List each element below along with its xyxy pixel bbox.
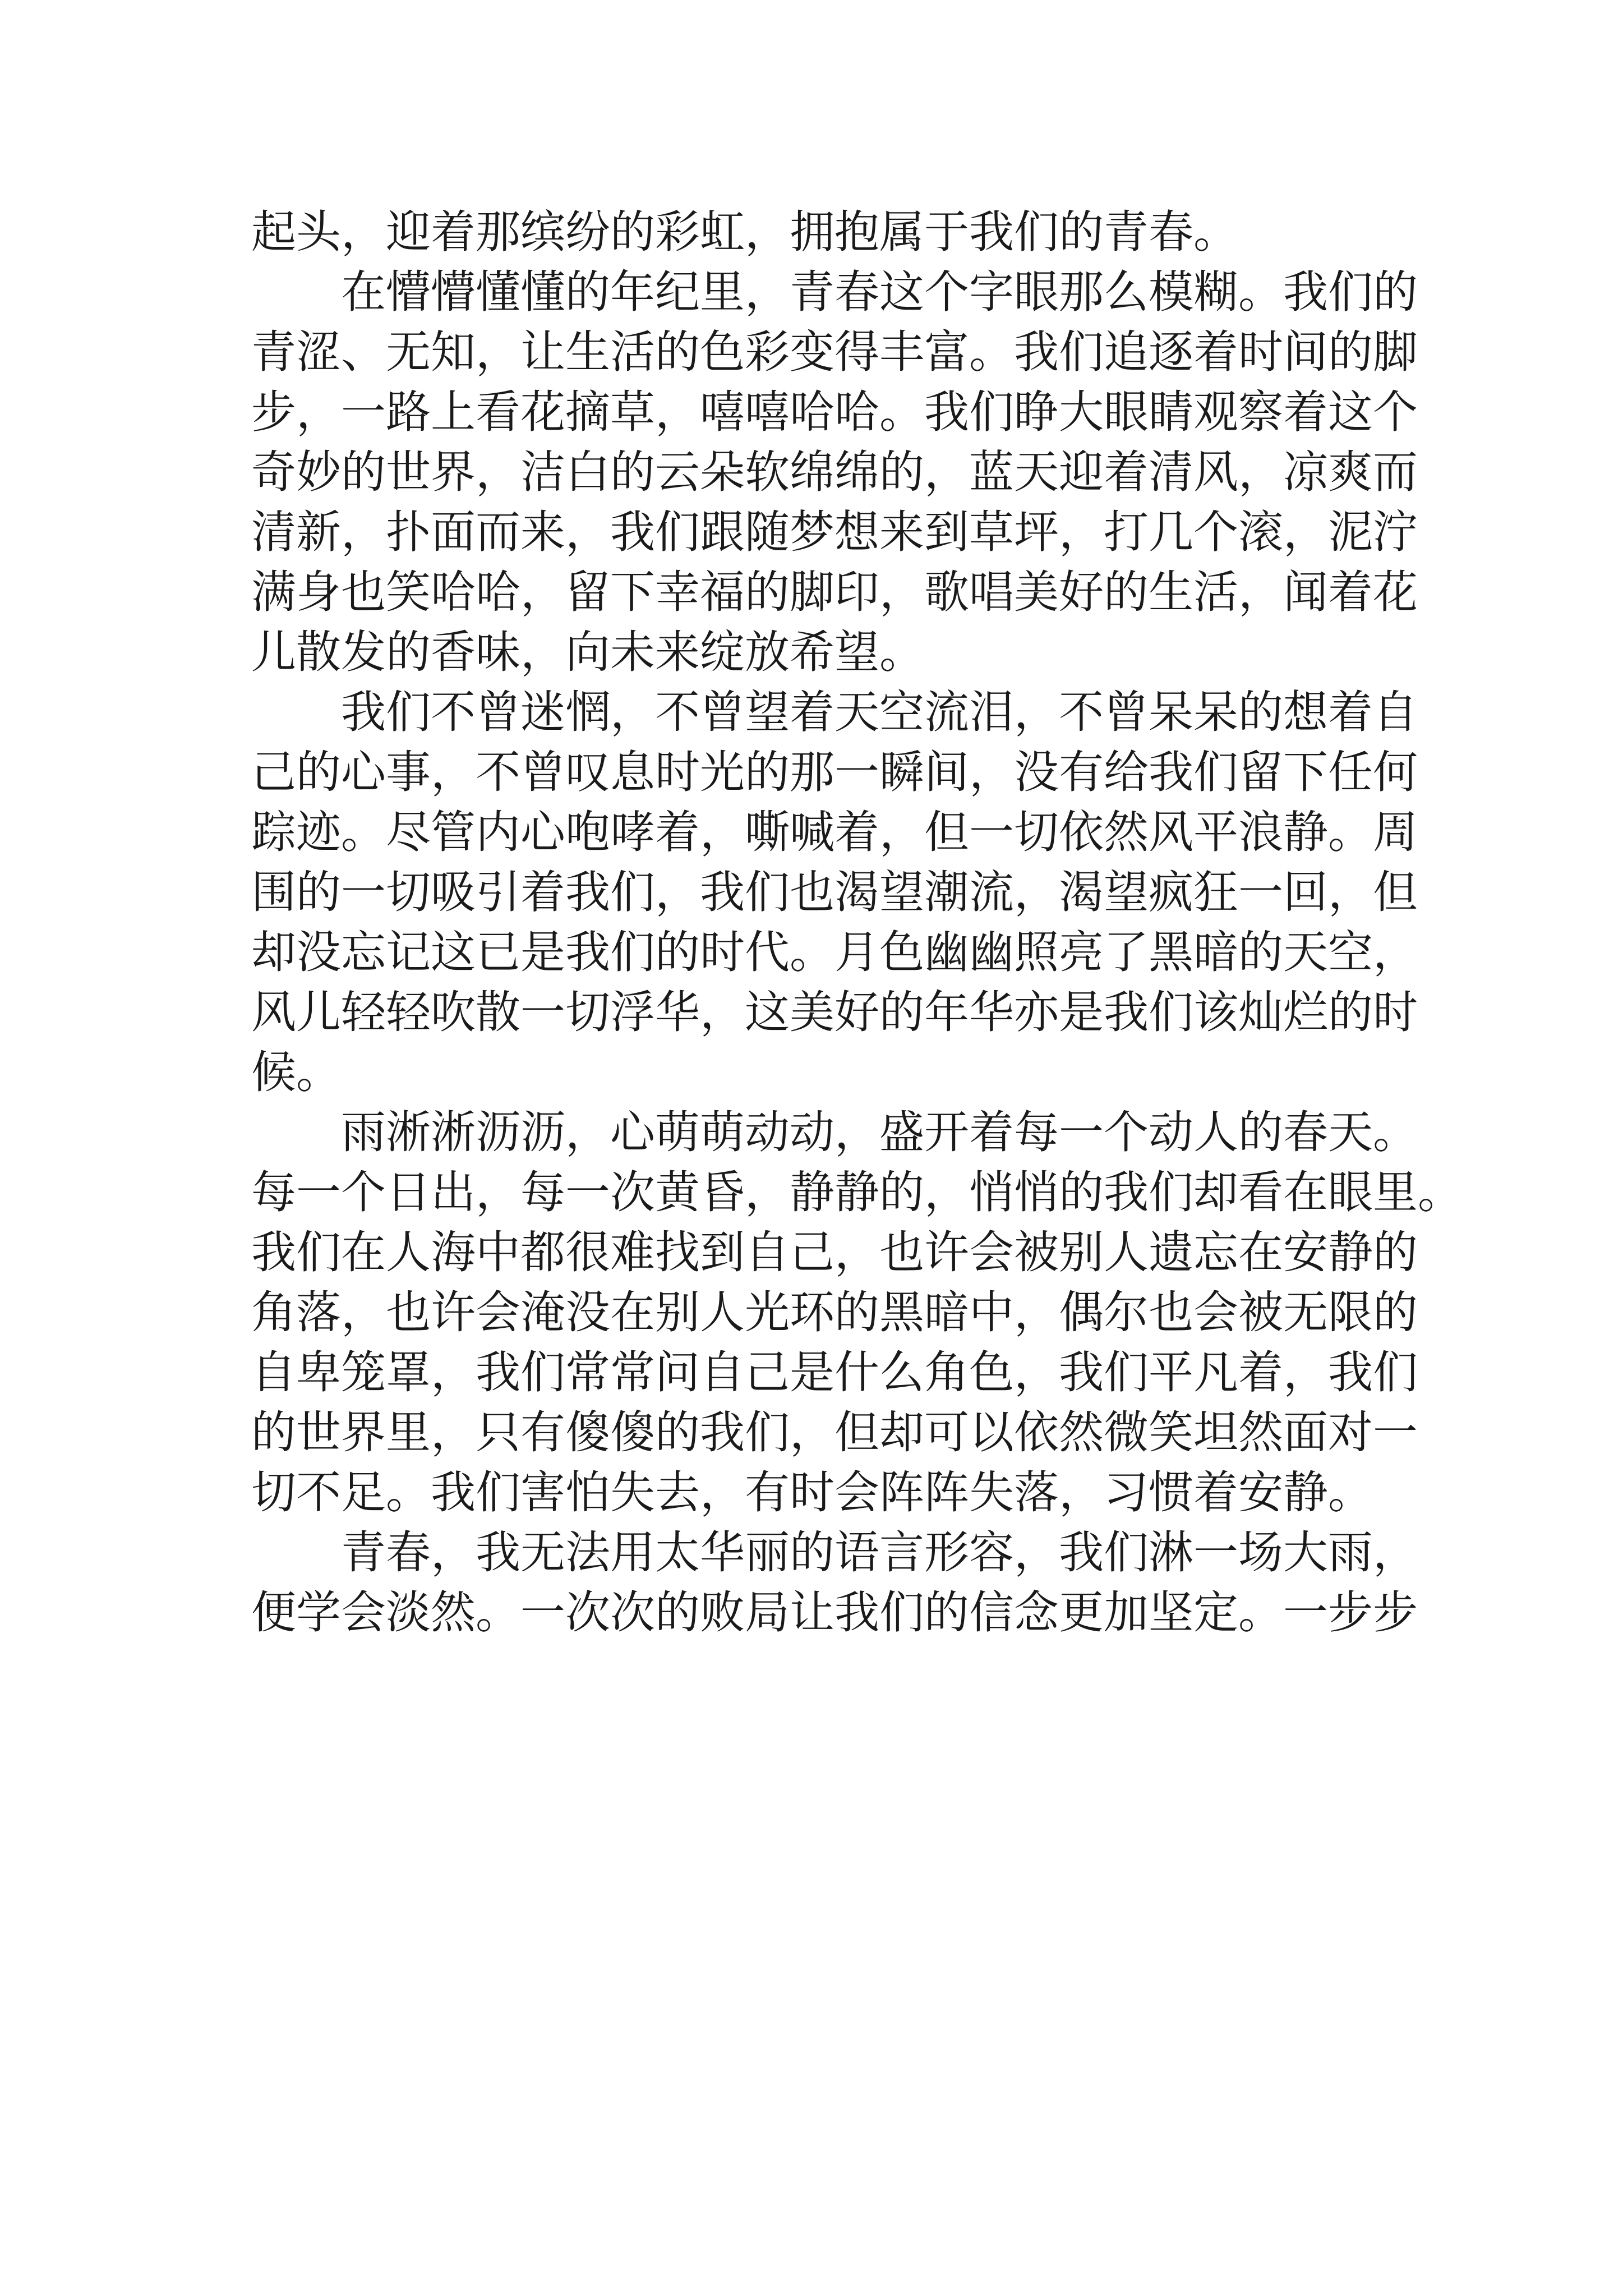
text-line: 我们在人海中都很难找到自己，也许会被别人遗忘在安静的 bbox=[251, 1226, 1418, 1278]
text-line: 便学会淡然。一次次的败局让我们的信念更加坚定。一步步 bbox=[251, 1586, 1418, 1639]
text-line: 己的心事，不曾叹息时光的那一瞬间，没有给我们留下任何 bbox=[251, 746, 1418, 798]
text-line: 奇妙的世界，洁白的云朵软绵绵的，蓝天迎着清风，凉爽而 bbox=[251, 446, 1418, 498]
text-line: 围的一切吸引着我们，我们也渴望潮流，渴望疯狂一回，但 bbox=[251, 866, 1418, 918]
text-line: 青涩、无知，让生活的色彩变得丰富。我们追逐着时间的脚 bbox=[251, 326, 1418, 378]
text-line: 儿散发的香味，向未来绽放希望。 bbox=[251, 626, 924, 678]
text-line: 青春，我无法用太华丽的语言形容，我们淋一场大雨， bbox=[341, 1526, 1418, 1579]
text-line: 自卑笼罩，我们常常问自己是什么角色，我们平凡着，我们 bbox=[251, 1346, 1418, 1398]
text-line: 的世界里，只有傻傻的我们，但却可以依然微笑坦然面对一 bbox=[251, 1406, 1418, 1458]
text-line: 我们不曾迷惘，不曾望着天空流泪，不曾呆呆的想着自 bbox=[341, 686, 1418, 738]
text-line: 切不足。我们害怕失去，有时会阵阵失落，习惯着安静。 bbox=[251, 1466, 1373, 1519]
text-line: 角落，也许会淹没在别人光环的黑暗中，偶尔也会被无限的 bbox=[251, 1286, 1418, 1338]
text-line: 清新，扑面而来，我们跟随梦想来到草坪，打几个滚，泥泞 bbox=[251, 506, 1418, 558]
body-text bbox=[251, 205, 1463, 1645]
text-line: 满身也笑哈哈，留下幸福的脚印，歌唱美好的生活，闻着花 bbox=[251, 566, 1418, 618]
text-line: 在懵懵懂懂的年纪里，青春这个字眼那么模糊。我们的 bbox=[341, 266, 1418, 318]
text-line: 踪迹。尽管内心咆哮着，嘶喊着，但一切依然风平浪静。周 bbox=[251, 806, 1418, 858]
text-line: 步，一路上看花摘草，嘻嘻哈哈。我们睁大眼睛观察着这个 bbox=[251, 386, 1418, 438]
text-line: 却没忘记这已是我们的时代。月色幽幽照亮了黑暗的天空， bbox=[251, 926, 1418, 978]
text-line: 每一个日出，每一次黄昏，静静的，悄悄的我们却看在眼里。 bbox=[251, 1166, 1463, 1218]
text-line: 候。 bbox=[251, 1046, 341, 1098]
text-line: 风儿轻轻吹散一切浮华，这美好的年华亦是我们该灿烂的时 bbox=[251, 986, 1418, 1038]
text-line: 起头，迎着那缤纷的彩虹，拥抱属于我们的青春。 bbox=[251, 206, 1238, 258]
text-line: 雨淅淅沥沥，心萌萌动动，盛开着每一个动人的春天。 bbox=[341, 1106, 1418, 1158]
